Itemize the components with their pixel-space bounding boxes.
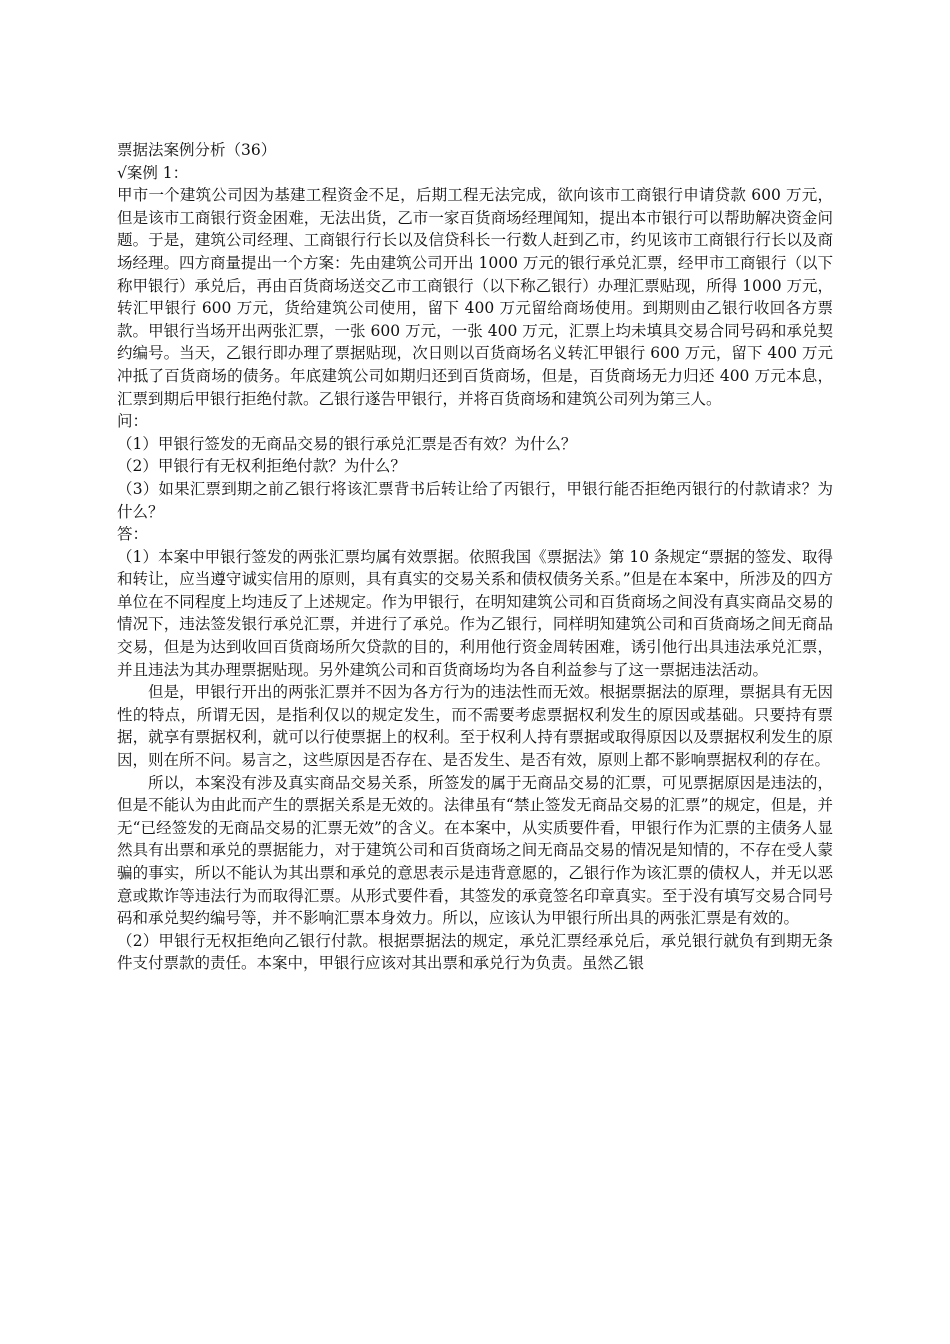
case-text: 甲市一个建筑公司因为基建工程资金不足，后期工程无法完成，欲向该市工商银行申请贷款 600 万元，但是该市工商银行资金困难，无法出货，乙市一家百货商场经理闻知，提出本市银行可以帮助解决资金问题。于是，建筑公司经理、工商银行行长以及信贷科长一行数人赶到乙市，约见该市工商银行行长以及商场经理。四方商量提出一个方案：先由建筑公司开出 1000 万元的银行承兑汇票，经甲市工商银行（以下称甲银行）承兑后，再由百货商场送交乙市工商银行（以下称乙银行）办理汇票贴现，所得 1000 万元，转汇甲银行 600 万元，货给建筑公司使用，留下 400 万元留给商场使用。到期则由乙银行收回各方票款。甲银行当场开出两张汇票，一张 600 万元，一张 400 万元，汇票上均未填具交易合同号码和承兑契约编号。当天，乙银行即办理了票据贴现，次日则以百货商场名义转汇甲银行 600 万元，留下 400 万元冲抵了百货商场的债务。年底建筑公司如期归还到百货商场，但是，百货商场无力归还 400 万元本息，汇票到期后甲银行拒绝付款。乙银行遂告甲银行，并将百货商场和建筑公司列为第三人。 (117, 186, 833, 408)
answer-1-paragraph-3: 所以，本案没有涉及真实商品交易关系，所签发的属于无商品交易的汇票，可见票据原因是违法的，但是不能认为由此而产生的票据关系是无效的。法律虽有“禁止签发无商品交易的汇票”的规定，但是，并无“已经签发的无商品交易的汇票无效”的含义。在本案中，从实质要件看，甲银行作为汇票的主债务人显然具有出票和承兑的票据能力，对于建筑公司和百货商场之间无商品交易的情况是知情的，不存在受人蒙骗的事实，所以不能认为其出票和承兑的意思表示是违背意愿的，乙银行作为该汇票的债权人，并无以恶意或欺诈等违法行为而取得汇票。从形式要件看，其签发的承竟签名印章真实。至于没有填写交易合同号码和承兑契约编号等，并不影响汇票本身效力。所以，应该认为甲银行所出具的两张汇票是有效的。 (117, 773, 833, 928)
answer-2: （2）甲银行无权拒绝向乙银行付款。根据票据法的规定，承兑汇票经承兑后，承兑银行就负有到期无条件支付票款的责任。本案中，甲银行应该对其出票和承兑行为负责。虽然乙银 (117, 931, 833, 973)
question-3: （3）如果汇票到期之前乙银行将该汇票背书后转让给了丙银行，甲银行能否拒绝丙银行的付款请求？为什么？ (117, 479, 833, 521)
question-1: （1）甲银行签发的无商品交易的银行承兑汇票是否有效？为什么？ (117, 434, 577, 453)
answer-1-paragraph-2: 但是，甲银行开出的两张汇票并不因为各方行为的违法性而无效。根据票据法的原理，票据具有无因性的特点，所谓无因，是指利仅以的规定发生，而不需要考虑票据权利发生的原因或基础。只要持有票据，就享有票据权利，就可以行使票据上的权利。至于权利人持有票据或取得原因以及票据权利发生的原因，则在所不问。易言之，这些原因是否存在、是否发生、是否有效，原则上都不影响票据权利的存在。 (117, 683, 833, 770)
question-label: 问： (117, 412, 149, 431)
case-heading: √案例 1： (117, 163, 189, 182)
document-page (117, 139, 833, 975)
answer-label: 答： (117, 525, 149, 544)
document-title: 票据法案例分析（36） (117, 141, 277, 159)
question-2: （2）甲银行有无权利拒绝付款？为什么？ (117, 457, 406, 476)
answer-1: （1）本案中甲银行签发的两张汇票均属有效票据。依照我国《票据法》第 10 条规定“票据的签发、取得和转让，应当遵守诚实信用的原则，具有真实的交易关系和债权债务关系。”但是在本案中，所涉及的四方单位在不同程度上均违反了上述规定。作为甲银行，在明知建筑公司和百货商场之间没有真实商品交易的情况下，违法签发银行承兑汇票，并进行了承兑。作为乙银行，同样明知建筑公司和百货商场之间无商品交易，但是为达到收回百货商场所欠贷款的目的，利用他行资金周转困难，诱引他行出具违法承兑汇票，并且违法为其办理票据贴现。另外建筑公司和百货商场均为各自利益参与了这一票据违法活动。 (117, 547, 833, 679)
